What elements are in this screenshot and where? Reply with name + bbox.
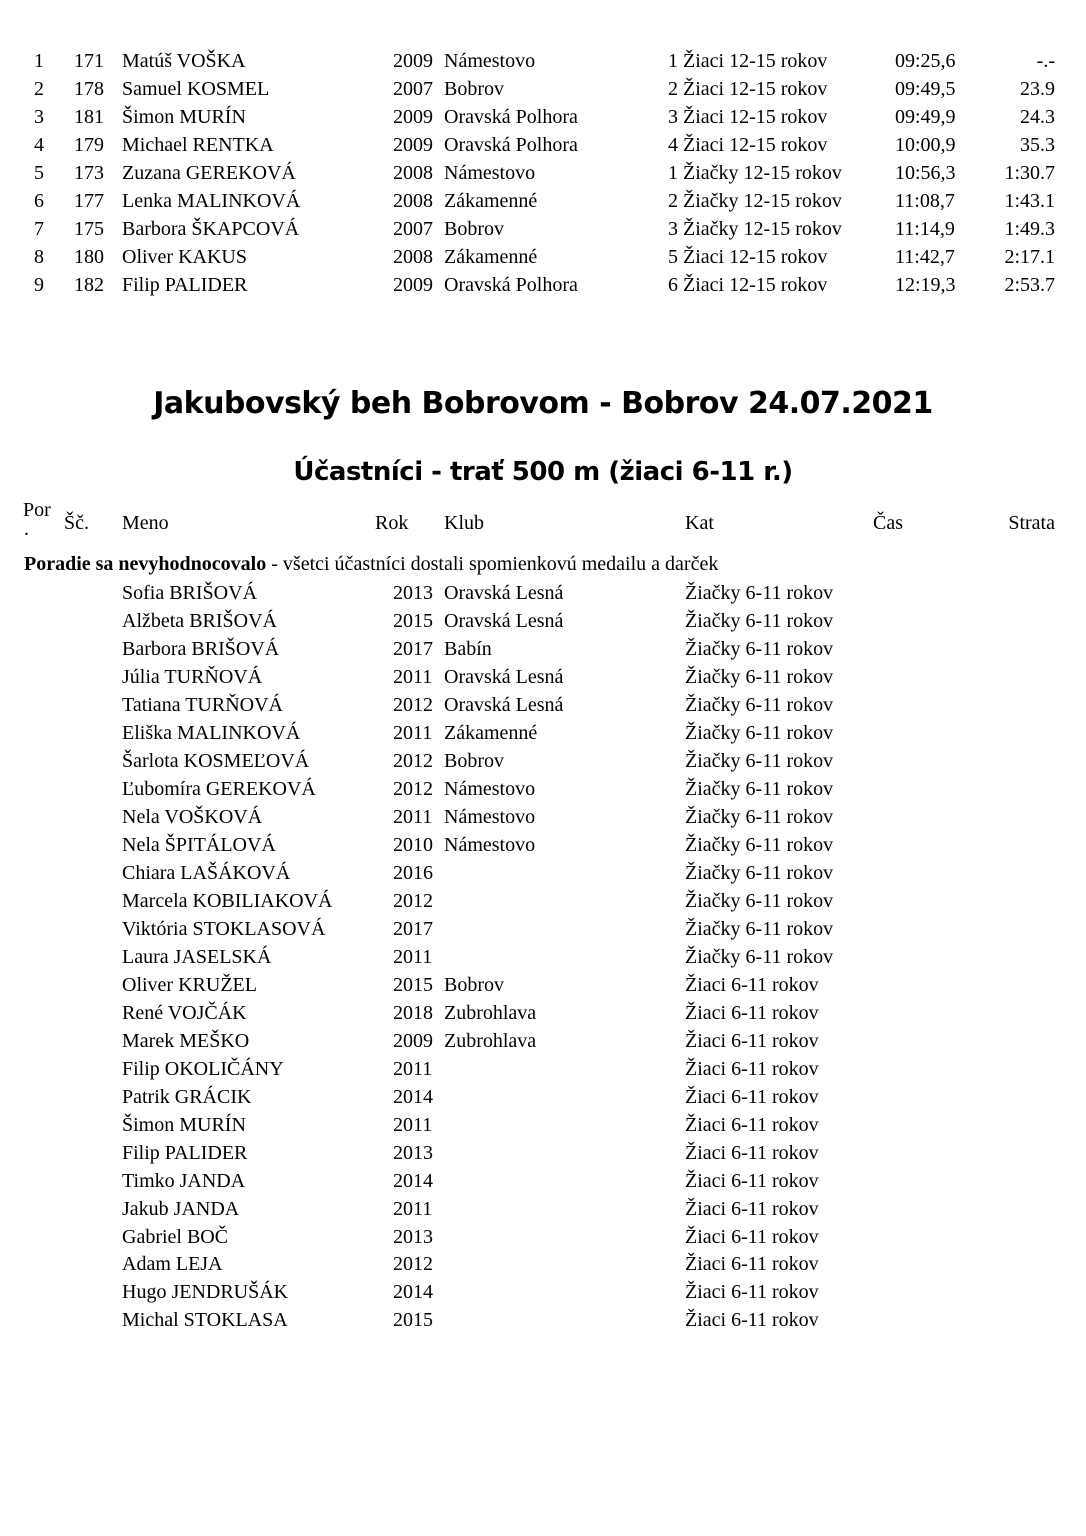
category: Žiaci 6-11 rokov bbox=[685, 1309, 819, 1331]
runner-name: Matúš VOŠKA bbox=[122, 50, 246, 72]
bib-number: 173 bbox=[74, 162, 104, 184]
category: Žiačky 6-11 rokov bbox=[685, 834, 834, 856]
category: Žiaci 6-11 rokov bbox=[685, 1002, 819, 1024]
category: 2 Žiaci 12-15 rokov bbox=[668, 78, 828, 100]
club: Oravská Lesná bbox=[444, 694, 564, 716]
header-rok: Rok bbox=[375, 512, 409, 534]
finish-time: 11:08,7 bbox=[895, 190, 955, 212]
time-gap: 23.9 bbox=[1020, 78, 1055, 100]
birth-year: 2009 bbox=[393, 50, 433, 72]
birth-year: 2014 bbox=[393, 1170, 433, 1192]
result-row bbox=[0, 103, 1086, 131]
participant-name: Jakub JANDA bbox=[122, 1198, 240, 1220]
category: Žiaci 6-11 rokov bbox=[685, 1030, 819, 1052]
bib-number: 171 bbox=[74, 50, 104, 72]
participant-name: Oliver KRUŽEL bbox=[122, 974, 257, 996]
participant-row bbox=[0, 635, 1086, 663]
page-subtitle: Účastníci - trať 500 m (žiaci 6-11 r.) bbox=[293, 457, 793, 487]
club: Oravská Lesná bbox=[444, 610, 564, 632]
finish-time: 12:19,3 bbox=[895, 274, 956, 296]
category: Žiaci 6-11 rokov bbox=[685, 1253, 819, 1275]
participant-row bbox=[0, 1055, 1086, 1083]
note-bold: Poradie sa nevyhodnocovalo bbox=[24, 553, 267, 575]
participant-name: Hugo JENDRUŠÁK bbox=[122, 1281, 289, 1303]
category: 4 Žiaci 12-15 rokov bbox=[668, 134, 828, 156]
club: Oravská Lesná bbox=[444, 582, 564, 604]
participant-row bbox=[0, 663, 1086, 691]
finish-time: 10:56,3 bbox=[895, 162, 956, 184]
birth-year: 2011 bbox=[393, 722, 433, 744]
time-gap: 1:49.3 bbox=[1004, 218, 1055, 240]
birth-year: 2013 bbox=[393, 1226, 433, 1248]
note-text: - všetci účastníci dostali spomienkovú medailu a darček bbox=[266, 553, 719, 575]
category: Žiačky 6-11 rokov bbox=[685, 918, 834, 940]
header-por-dot: . bbox=[24, 518, 29, 540]
finish-time: 11:14,9 bbox=[895, 218, 955, 240]
time-gap: 2:53.7 bbox=[1004, 274, 1055, 296]
club: Babín bbox=[444, 638, 492, 660]
runner-name: Michael RENTKA bbox=[122, 134, 274, 156]
bib-number: 178 bbox=[74, 78, 104, 100]
finish-time: 09:25,6 bbox=[895, 50, 956, 72]
participant-row bbox=[0, 1306, 1086, 1334]
result-row bbox=[0, 75, 1086, 103]
participant-row bbox=[0, 803, 1086, 831]
category: Žiaci 6-11 rokov bbox=[685, 1198, 819, 1220]
participant-row bbox=[0, 1111, 1086, 1139]
participant-name: Marek MEŠKO bbox=[122, 1030, 250, 1052]
club: Bobrov bbox=[444, 750, 504, 772]
participant-name: Júlia TURŇOVÁ bbox=[122, 666, 263, 688]
rank: 7 bbox=[34, 218, 44, 240]
header-meno: Meno bbox=[122, 512, 169, 534]
participant-name: Nela VOŠKOVÁ bbox=[122, 806, 263, 828]
birth-year: 2013 bbox=[393, 1142, 433, 1164]
birth-year: 2012 bbox=[393, 750, 433, 772]
club: Oravská Lesná bbox=[444, 666, 564, 688]
category: Žiačky 6-11 rokov bbox=[685, 582, 834, 604]
runner-name: Samuel KOSMEL bbox=[122, 78, 270, 100]
birth-year: 2018 bbox=[393, 1002, 433, 1024]
category: Žiačky 6-11 rokov bbox=[685, 638, 834, 660]
participant-name: Barbora BRIŠOVÁ bbox=[122, 638, 280, 660]
birth-year: 2012 bbox=[393, 890, 433, 912]
club: Oravská Polhora bbox=[444, 274, 578, 296]
runner-name: Zuzana GEREKOVÁ bbox=[122, 162, 296, 184]
category: 2 Žiačky 12-15 rokov bbox=[668, 190, 842, 212]
rank: 8 bbox=[34, 246, 44, 268]
participant-name: Šarlota KOSMEĽOVÁ bbox=[122, 750, 310, 772]
category: Žiaci 6-11 rokov bbox=[685, 1058, 819, 1080]
participant-row bbox=[0, 859, 1086, 887]
category: Žiaci 6-11 rokov bbox=[685, 1281, 819, 1303]
result-row bbox=[0, 243, 1086, 271]
runner-name: Šimon MURÍN bbox=[122, 106, 246, 128]
participant-name: Michal STOKLASA bbox=[122, 1309, 288, 1331]
category: 6 Žiaci 12-15 rokov bbox=[668, 274, 828, 296]
time-gap: 1:43.1 bbox=[1004, 190, 1055, 212]
participant-row bbox=[0, 999, 1086, 1027]
runner-name: Filip PALIDER bbox=[122, 274, 248, 296]
finish-time: 09:49,9 bbox=[895, 106, 956, 128]
club: Oravská Polhora bbox=[444, 106, 578, 128]
category: 3 Žiačky 12-15 rokov bbox=[668, 218, 842, 240]
birth-year: 2012 bbox=[393, 694, 433, 716]
birth-year: 2014 bbox=[393, 1086, 433, 1108]
birth-year: 2012 bbox=[393, 778, 433, 800]
time-gap: 1:30.7 bbox=[1004, 162, 1055, 184]
participant-name: Timko JANDA bbox=[122, 1170, 246, 1192]
header-por: Por bbox=[23, 499, 51, 521]
page-title: Jakubovský beh Bobrovom - Bobrov 24.07.2021 bbox=[153, 386, 933, 421]
club: Námestovo bbox=[444, 162, 536, 184]
participant-name: René VOJČÁK bbox=[122, 1002, 247, 1024]
header-klub: Klub bbox=[444, 512, 484, 534]
participant-row bbox=[0, 607, 1086, 635]
bib-number: 179 bbox=[74, 134, 104, 156]
participant-row bbox=[0, 1250, 1086, 1278]
participant-row bbox=[0, 971, 1086, 999]
finish-time: 11:42,7 bbox=[895, 246, 955, 268]
header-kat: Kat bbox=[685, 512, 714, 534]
header-strata: Strata bbox=[1008, 512, 1055, 534]
club: Zákamenné bbox=[444, 190, 538, 212]
time-gap: 35.3 bbox=[1020, 134, 1055, 156]
participant-name: Adam LEJA bbox=[122, 1253, 223, 1275]
club: Zubrohlava bbox=[444, 1030, 537, 1052]
participant-name: Alžbeta BRIŠOVÁ bbox=[122, 610, 277, 632]
participant-name: Filip OKOLIČÁNY bbox=[122, 1058, 284, 1080]
time-gap: 24.3 bbox=[1020, 106, 1055, 128]
birth-year: 2017 bbox=[393, 918, 433, 940]
birth-year: 2009 bbox=[393, 106, 433, 128]
participant-name: Gabriel BOČ bbox=[122, 1226, 229, 1248]
category: 3 Žiaci 12-15 rokov bbox=[668, 106, 828, 128]
club: Zubrohlava bbox=[444, 1002, 537, 1024]
category: Žiačky 6-11 rokov bbox=[685, 694, 834, 716]
participant-row bbox=[0, 1223, 1086, 1251]
birth-year: 2011 bbox=[393, 666, 433, 688]
rank: 2 bbox=[34, 78, 44, 100]
participant-row bbox=[0, 1083, 1086, 1111]
participant-name: Filip PALIDER bbox=[122, 1142, 248, 1164]
birth-year: 2011 bbox=[393, 1114, 433, 1136]
participant-name: Patrik GRÁCIK bbox=[122, 1086, 252, 1108]
finish-time: 09:49,5 bbox=[895, 78, 956, 100]
result-row bbox=[0, 215, 1086, 243]
result-row bbox=[0, 187, 1086, 215]
participant-name: Šimon MURÍN bbox=[122, 1114, 246, 1136]
rank: 1 bbox=[34, 50, 44, 72]
category: Žiačky 6-11 rokov bbox=[685, 610, 834, 632]
rank: 6 bbox=[34, 190, 44, 212]
category: Žiačky 6-11 rokov bbox=[685, 890, 834, 912]
participant-row bbox=[0, 747, 1086, 775]
participant-name: Sofia BRIŠOVÁ bbox=[122, 582, 258, 604]
participant-name: Chiara LAŠÁKOVÁ bbox=[122, 862, 291, 884]
runner-name: Barbora ŠKAPCOVÁ bbox=[122, 218, 300, 240]
participant-name: Marcela KOBILIAKOVÁ bbox=[122, 890, 333, 912]
ranking-note bbox=[24, 551, 718, 577]
participant-row bbox=[0, 1027, 1086, 1055]
participant-name: Nela ŠPITÁLOVÁ bbox=[122, 834, 276, 856]
category: Žiačky 6-11 rokov bbox=[685, 862, 834, 884]
participant-row bbox=[0, 1167, 1086, 1195]
birth-year: 2015 bbox=[393, 974, 433, 996]
participant-row bbox=[0, 887, 1086, 915]
rank: 4 bbox=[34, 134, 44, 156]
result-row bbox=[0, 131, 1086, 159]
result-row bbox=[0, 271, 1086, 299]
club: Bobrov bbox=[444, 218, 504, 240]
participant-row bbox=[0, 1139, 1086, 1167]
participant-row bbox=[0, 579, 1086, 607]
birth-year: 2014 bbox=[393, 1281, 433, 1303]
category: Žiačky 6-11 rokov bbox=[685, 722, 834, 744]
birth-year: 2010 bbox=[393, 834, 433, 856]
birth-year: 2016 bbox=[393, 862, 433, 884]
category: Žiaci 6-11 rokov bbox=[685, 974, 819, 996]
birth-year: 2008 bbox=[393, 246, 433, 268]
result-row bbox=[0, 47, 1086, 75]
runner-name: Lenka MALINKOVÁ bbox=[122, 190, 301, 212]
club: Námestovo bbox=[444, 806, 536, 828]
birth-year: 2017 bbox=[393, 638, 433, 660]
participant-name: Eliška MALINKOVÁ bbox=[122, 722, 301, 744]
participant-name: Viktória STOKLASOVÁ bbox=[122, 918, 326, 940]
club: Bobrov bbox=[444, 78, 504, 100]
participant-row bbox=[0, 915, 1086, 943]
birth-year: 2007 bbox=[393, 218, 433, 240]
birth-year: 2009 bbox=[393, 1030, 433, 1052]
category: Žiačky 6-11 rokov bbox=[685, 778, 834, 800]
header-sc: Šč. bbox=[64, 512, 89, 534]
result-row bbox=[0, 159, 1086, 187]
bib-number: 180 bbox=[74, 246, 104, 268]
participant-row bbox=[0, 1195, 1086, 1223]
category: Žiačky 6-11 rokov bbox=[685, 750, 834, 772]
participant-name: Ľubomíra GEREKOVÁ bbox=[122, 778, 316, 800]
category: Žiaci 6-11 rokov bbox=[685, 1142, 819, 1164]
birth-year: 2008 bbox=[393, 162, 433, 184]
club: Námestovo bbox=[444, 834, 536, 856]
category: Žiaci 6-11 rokov bbox=[685, 1226, 819, 1248]
rank: 5 bbox=[34, 162, 44, 184]
time-gap: -.- bbox=[1036, 50, 1055, 72]
birth-year: 2007 bbox=[393, 78, 433, 100]
birth-year: 2011 bbox=[393, 946, 433, 968]
birth-year: 2009 bbox=[393, 134, 433, 156]
time-gap: 2:17.1 bbox=[1004, 246, 1055, 268]
finish-time: 10:00,9 bbox=[895, 134, 956, 156]
runner-name: Oliver KAKUS bbox=[122, 246, 247, 268]
category: Žiačky 6-11 rokov bbox=[685, 946, 834, 968]
rank: 9 bbox=[34, 274, 44, 296]
birth-year: 2013 bbox=[393, 582, 433, 604]
category: Žiačky 6-11 rokov bbox=[685, 666, 834, 688]
participant-name: Laura JASELSKÁ bbox=[122, 946, 272, 968]
birth-year: 2008 bbox=[393, 190, 433, 212]
birth-year: 2012 bbox=[393, 1253, 433, 1275]
club: Bobrov bbox=[444, 974, 504, 996]
participant-row bbox=[0, 775, 1086, 803]
bib-number: 175 bbox=[74, 218, 104, 240]
birth-year: 2015 bbox=[393, 610, 433, 632]
club: Námestovo bbox=[444, 778, 536, 800]
birth-year: 2011 bbox=[393, 1058, 433, 1080]
birth-year: 2009 bbox=[393, 274, 433, 296]
participant-row bbox=[0, 1278, 1086, 1306]
participant-name: Tatiana TURŇOVÁ bbox=[122, 694, 283, 716]
category: 1 Žiaci 12-15 rokov bbox=[668, 50, 828, 72]
club: Zákamenné bbox=[444, 246, 538, 268]
category: Žiaci 6-11 rokov bbox=[685, 1170, 819, 1192]
bib-number: 182 bbox=[74, 274, 104, 296]
category: Žiačky 6-11 rokov bbox=[685, 806, 834, 828]
category: 1 Žiačky 12-15 rokov bbox=[668, 162, 842, 184]
participant-row bbox=[0, 831, 1086, 859]
participant-row bbox=[0, 719, 1086, 747]
birth-year: 2015 bbox=[393, 1309, 433, 1331]
club: Námestovo bbox=[444, 50, 536, 72]
birth-year: 2011 bbox=[393, 806, 433, 828]
header-cas: Čas bbox=[873, 512, 903, 534]
birth-year: 2011 bbox=[393, 1198, 433, 1220]
bib-number: 181 bbox=[74, 106, 104, 128]
participant-row bbox=[0, 943, 1086, 971]
category: Žiaci 6-11 rokov bbox=[685, 1086, 819, 1108]
club: Zákamenné bbox=[444, 722, 538, 744]
participant-row bbox=[0, 691, 1086, 719]
club: Oravská Polhora bbox=[444, 134, 578, 156]
bib-number: 177 bbox=[74, 190, 104, 212]
category: Žiaci 6-11 rokov bbox=[685, 1114, 819, 1136]
category: 5 Žiaci 12-15 rokov bbox=[668, 246, 828, 268]
rank: 3 bbox=[34, 106, 44, 128]
